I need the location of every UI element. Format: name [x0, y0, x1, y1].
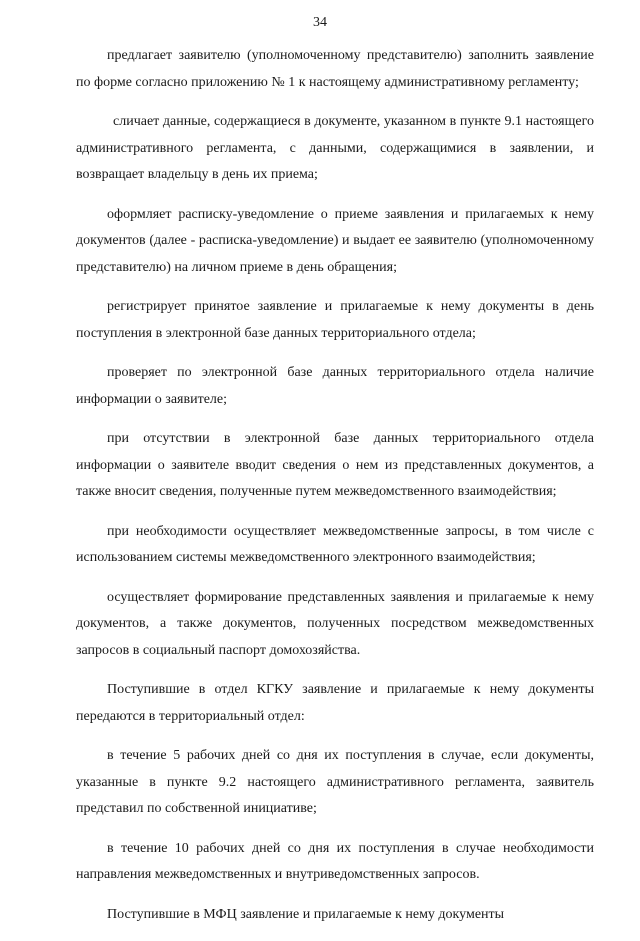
paragraph: при отсутствии в электронной базе данных территориального отдела информации о заявителе вводит сведения о нем из представленных документов, а также вносит сведения, полученные путем межведомственного взаимодействия; — [76, 431, 594, 499]
document-body — [76, 43, 594, 941]
page-number: 34 — [313, 15, 327, 30]
paragraph: сличает данные, содержащиеся в документе, указанном в пункте 9.1 настоящего административного регламента, с данными, содержащимися в заявлении, и возвращает владельцу в день их приема; — [76, 114, 594, 182]
paragraph: предлагает заявителю (уполномоченному представителю) заполнить заявление по форме согласно приложению № 1 к настоящему административному регламенту; — [76, 48, 594, 90]
paragraph: Поступившие в отдел КГКУ заявление и прилагаемые к нему документы передаются в территориальный отдел: — [76, 682, 594, 724]
paragraph: Поступившие в МФЦ заявление и прилагаемые к нему документы — [107, 906, 505, 922]
paragraph: в течение 10 рабочих дней со дня их поступления в случае необходимости направления межведомственных и внутриведомственных запросов. — [76, 840, 594, 882]
paragraph: осуществляет формирование представленных заявления и прилагаемые к нему документов, а также документов, полученных посредством межведомственных запросов в социальный паспорт домохозяйства. — [76, 589, 594, 658]
paragraph: при необходимости осуществляет межведомственные запросы, в том числе с использованием системы межведомственного электронного взаимодействия; — [76, 523, 594, 565]
paragraph: оформляет расписку-уведомление о приеме заявления и прилагаемых к нему документов (далее - расписка-уведомление) и выдает ее заявителю (уполномоченному представителю) на личном приеме в день обращения; — [76, 206, 594, 275]
paragraph: в течение 5 рабочих дней со дня их поступления в случае, если документы, указанные в пункте 9.2 настоящего административного регламента, заявитель представил по собственной инициативе; — [76, 748, 594, 816]
paragraph: проверяет по электронной базе данных территориального отдела наличие информации о заявителе; — [76, 365, 594, 407]
paragraph: регистрирует принятое заявление и прилагаемые к нему документы в день поступления в электронной базе данных территориального отдела; — [76, 299, 594, 341]
